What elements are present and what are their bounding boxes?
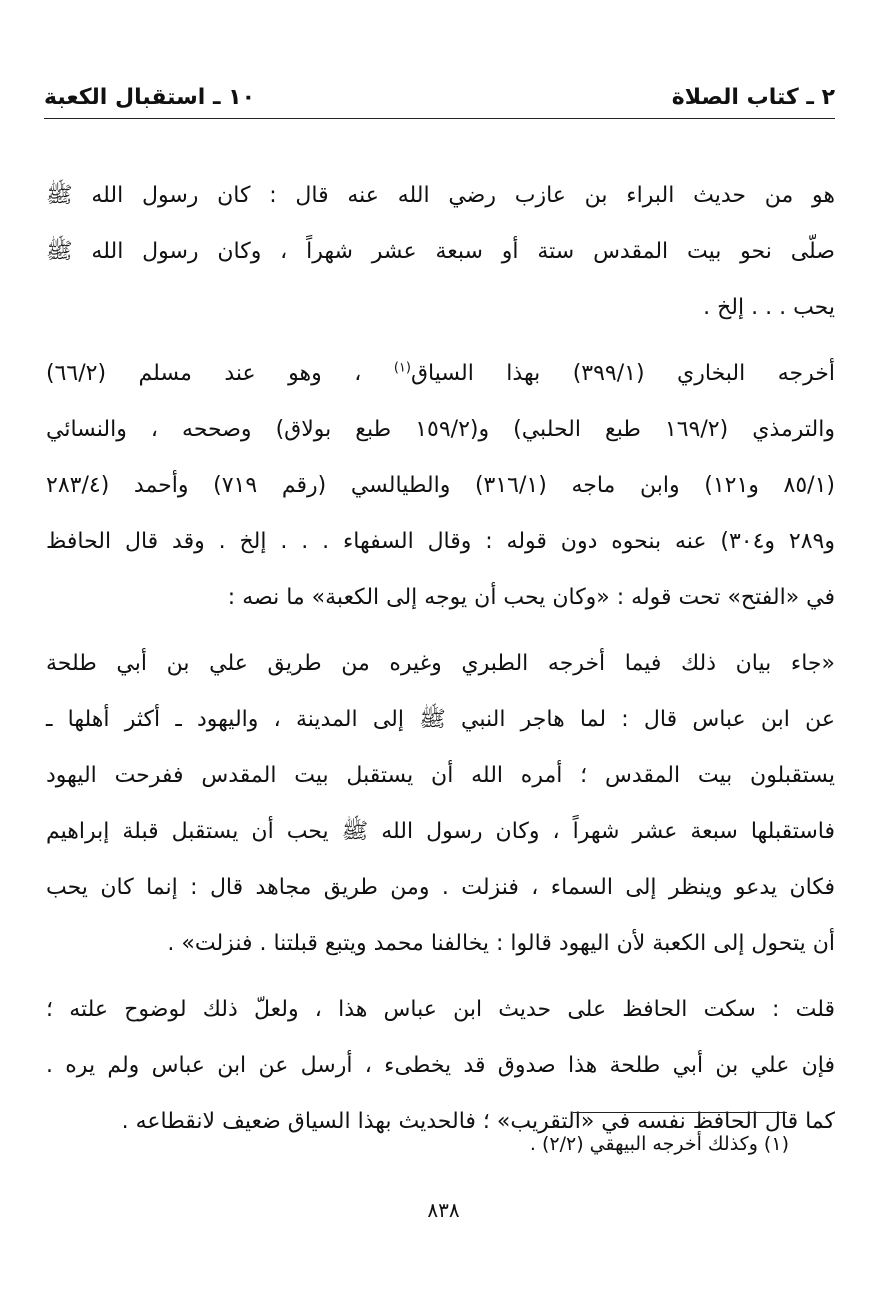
text-line: «جاء بيان ذلك فيما أخرجه الطبري وغيره من طريق علي بن أبي طلحة: [46, 651, 835, 676]
header-divider: [44, 118, 835, 119]
text-line: يحب . . . إلخ .: [703, 295, 835, 320]
main-text: [46, 168, 835, 1150]
text-line: يستقبلون بيت المقدس ؛ أمره الله أن يستقبل بيت المقدس ففرحت اليهود: [46, 763, 835, 788]
text-line: كما قال الحافظ نفسه في «التقريب» ؛ فالحديث بهذا السياق ضعيف لانقطاعه .: [121, 1109, 835, 1134]
page-number: ٨٣٨: [427, 1198, 460, 1222]
footnote-marker: (١): [393, 360, 411, 376]
text-line: فاستقبلها سبعة عشر شهراً ، وكان رسول الله ﷺ يحب أن يستقبل قبلة إبراهيم: [46, 819, 835, 844]
paragraph-2: [46, 346, 835, 626]
text-fragment: أخرجه البخاري (٣٩٩/١) بهذا السياق: [410, 361, 835, 386]
text-line: قلت : سكت الحافظ على حديث ابن عباس هذا ، ولعلّ ذلك لوضوح علته ؛: [46, 997, 835, 1022]
text-line: (٨٥/١ و١٢١) وابن ماجه (٣١٦/١) والطيالسي (رقم ٧١٩) وأحمد (٢٨٣/٤: [46, 473, 835, 498]
text-line: هو من حديث البراء بن عازب رضي الله عنه قال : كان رسول الله ﷺ: [46, 183, 835, 208]
footnote: (١) وكذلك أخرجه البيهقي (٢/٢) .: [529, 1133, 789, 1155]
text-line: فإن علي بن أبي طلحة هذا صدوق قد يخطىء ، أرسل عن ابن عباس ولم يره .: [46, 1053, 835, 1078]
text-line: والترمذي (١٦٩/٢ طبع الحلبي) و(١٥٩/٢ طبع بولاق) وصححه ، والنسائي: [46, 417, 835, 442]
text-line: صلّى نحو بيت المقدس ستة أو سبعة عشر شهراً ، وكان رسول الله ﷺ: [46, 239, 835, 264]
text-line: عن ابن عباس قال : لما هاجر النبي ﷺ إلى المدينة ، واليهود ـ أكثر أهلها ـ: [46, 707, 835, 732]
section-title: ١٠ ـ استقبال الكعبة: [44, 84, 256, 110]
paragraph-3: [46, 636, 835, 972]
text-line: أن يتحول إلى الكعبة لأن اليهود قالوا : يخالفنا محمد ويتبع قبلتنا . فنزلت» .: [167, 931, 835, 956]
text-line: فكان يدعو وينظر إلى السماء ، فنزلت . ومن طريق مجاهد قال : إنما كان يحب: [46, 875, 835, 900]
text-line: [46, 346, 835, 402]
text-line: و٢٨٩ و٣٠٤) عنه بنحوه دون قوله : وقال السفهاء . . . إلخ . وقد قال الحافظ: [46, 529, 835, 554]
chapter-title: ٢ ـ كتاب الصلاة: [671, 84, 835, 110]
text-line: في «الفتح» تحت قوله : «وكان يحب أن يوجه إلى الكعبة» ما نصه :: [227, 585, 835, 610]
text-fragment: ، وهو عند مسلم (٦٦/٢): [46, 361, 362, 386]
footnote-divider: [573, 1112, 787, 1113]
running-header: [44, 78, 835, 116]
paragraph-1: [46, 168, 835, 336]
